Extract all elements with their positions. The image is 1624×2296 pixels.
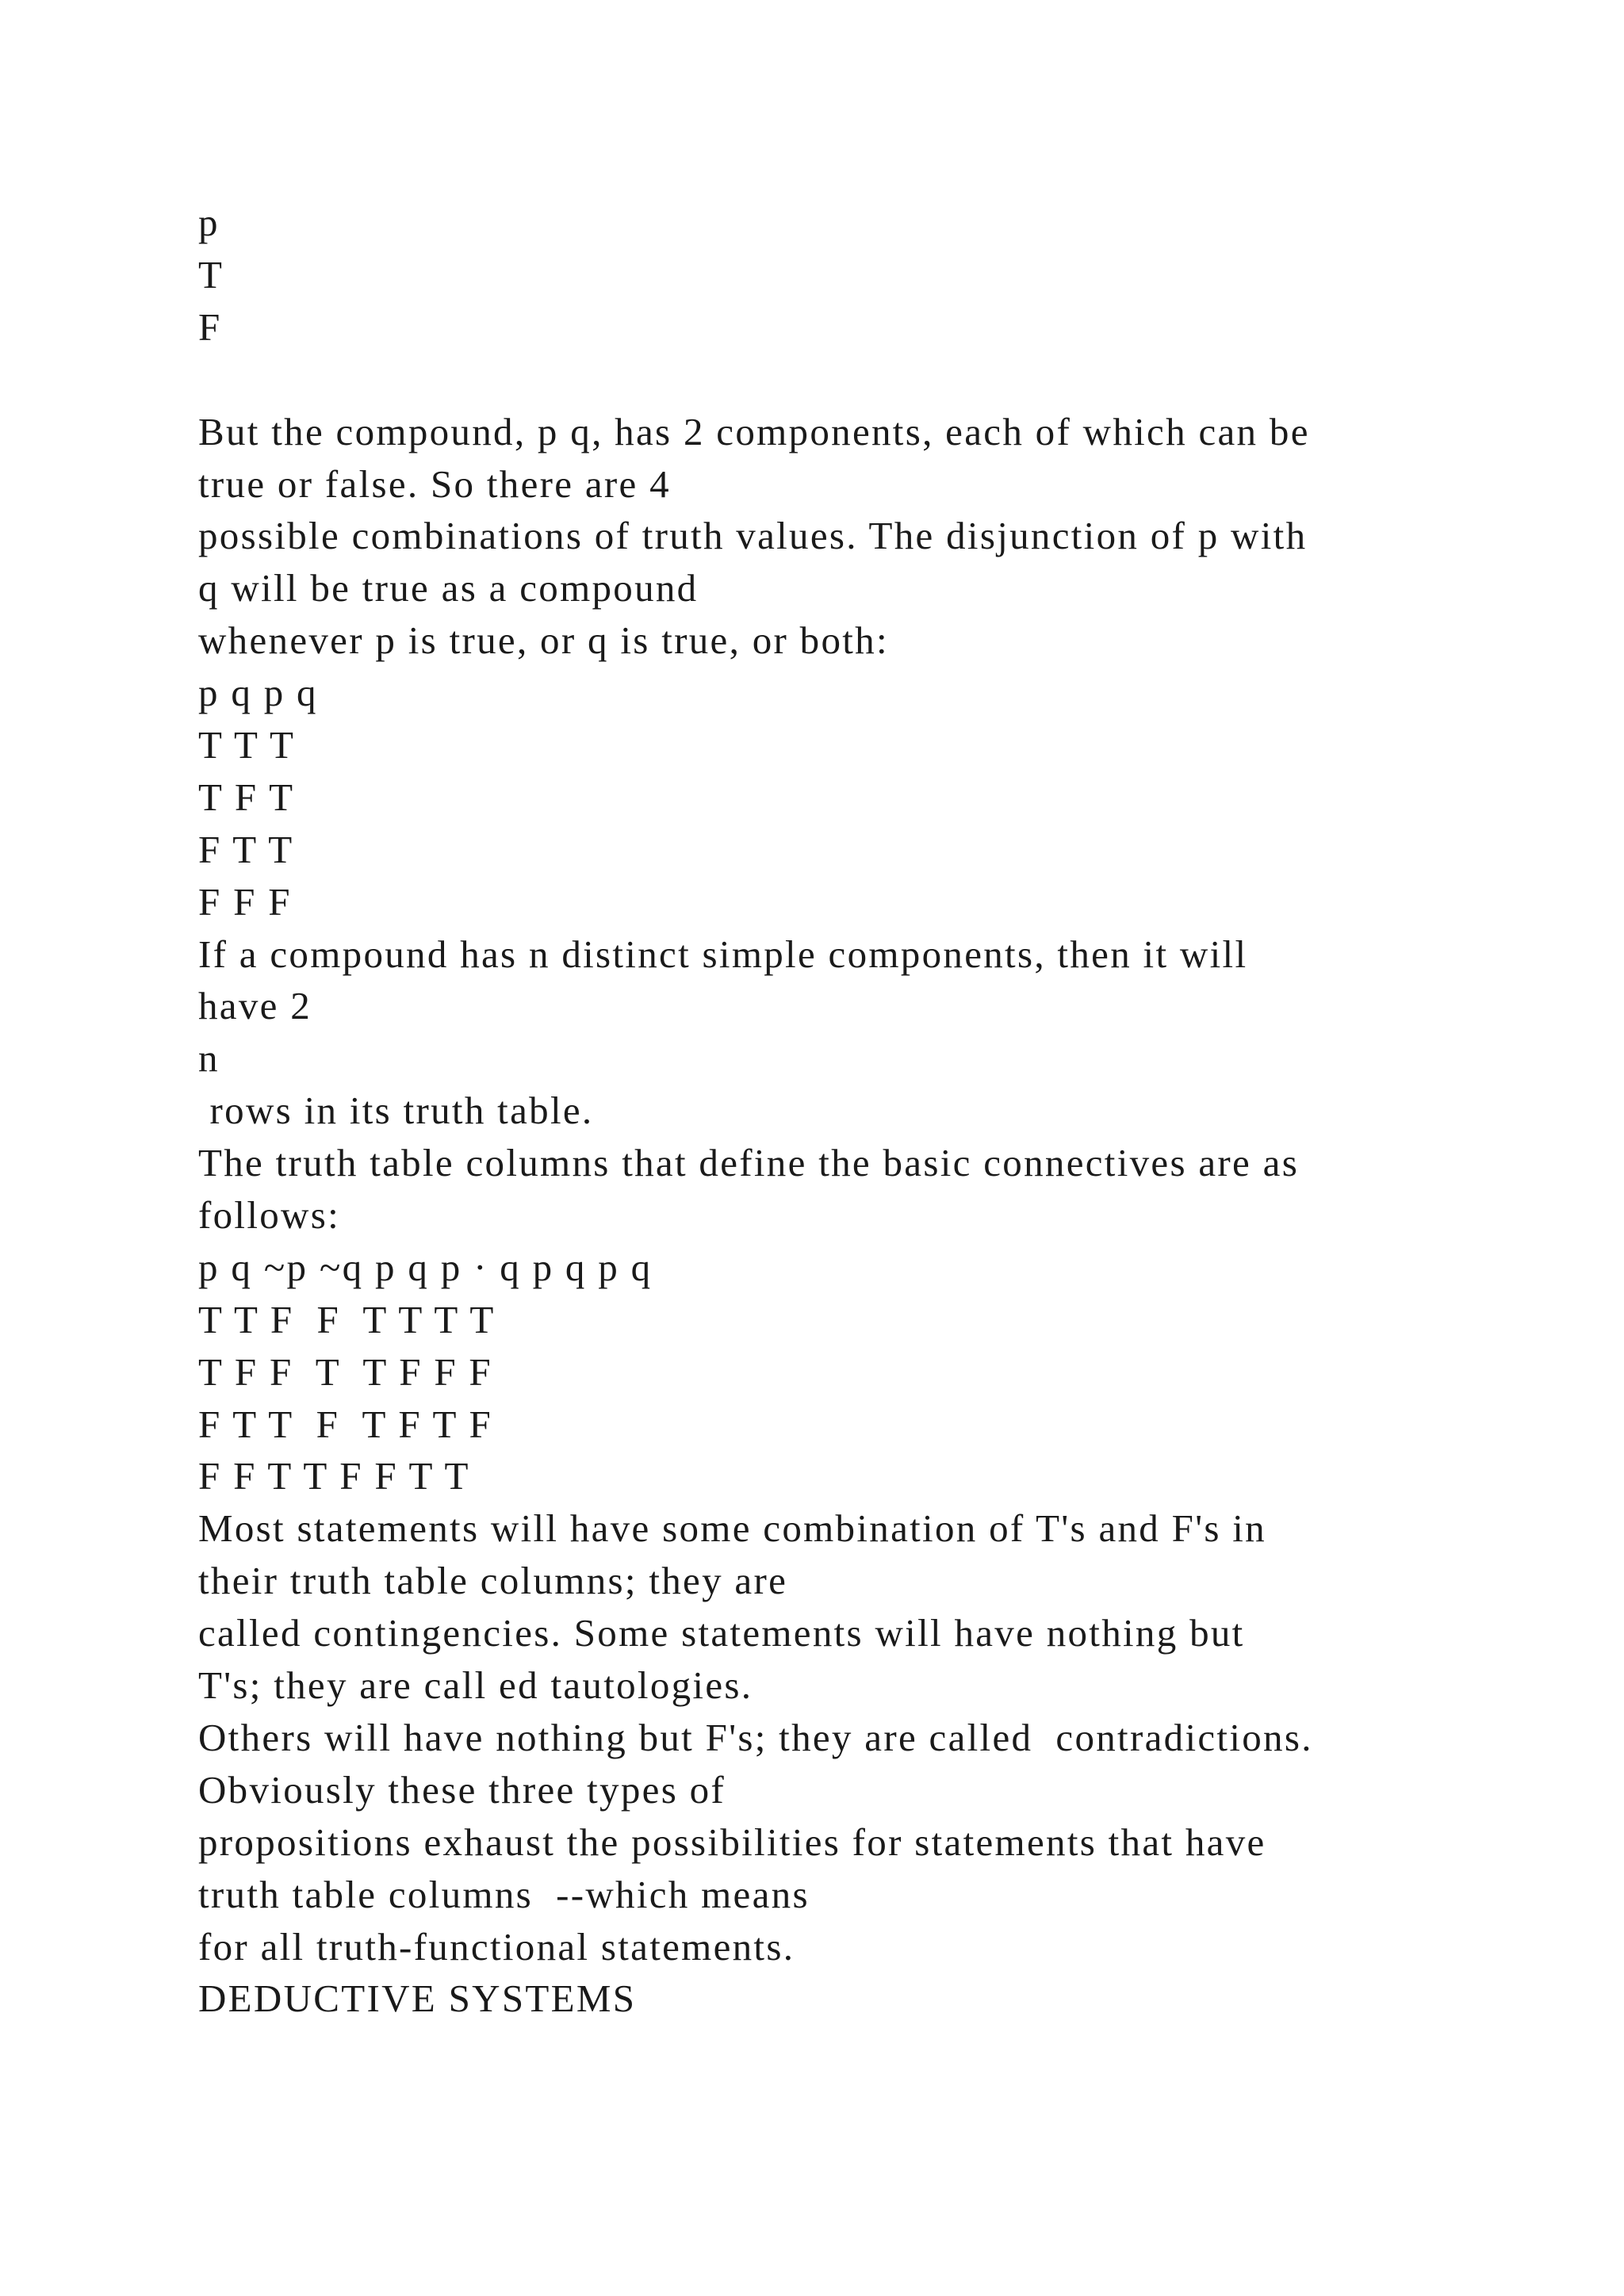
text-line: true or false. So there are 4 <box>198 461 671 506</box>
text-line: p <box>198 201 220 244</box>
section-heading: DEDUCTIVE SYSTEMS <box>198 1976 637 2021</box>
text-line: The truth table columns that define the basic connectives are as <box>198 1141 1300 1185</box>
truth-table-row: F T T <box>198 827 294 871</box>
text-line: called contingencies. Some statements will have nothing but <box>198 1611 1245 1655</box>
text-line: follows: <box>198 1193 341 1238</box>
connectives-table-row: F F T T F F T T <box>198 1454 470 1498</box>
text-line: If a compound has n distinct simple components, then it will <box>198 932 1248 976</box>
text-line: q will be true as a compound <box>198 566 699 610</box>
text-line: whenever p is true, or q is true, or both: <box>198 618 889 663</box>
text-line: for all truth-functional statements. <box>198 1924 795 1969</box>
text-line: have 2 <box>198 984 312 1028</box>
truth-table-row: F F F <box>198 879 292 924</box>
text-line: their truth table columns; they are <box>198 1559 788 1603</box>
connectives-table-header: p q ~p ~q p q p · q p q p q <box>198 1245 653 1289</box>
truth-table-row: T F T <box>198 775 295 819</box>
text-line: But the compound, p q, has 2 components, each of which can be <box>198 409 1310 453</box>
truth-table-header: p q p q <box>198 671 318 715</box>
text-line: rows in its truth table. <box>198 1089 594 1133</box>
truth-table-row: T T T <box>198 723 296 767</box>
text-line: T <box>198 252 224 297</box>
connectives-table-row: T F F T T F F F <box>198 1349 492 1394</box>
connectives-table-row: T T F F T T T T <box>198 1297 496 1341</box>
text-line: propositions exhaust the possibilities for statements that have <box>198 1820 1266 1864</box>
text-line: n <box>198 1036 220 1081</box>
document-body <box>198 197 1546 2025</box>
text-line: Most statements will have some combination of T's and F's in <box>198 1506 1266 1551</box>
text-line: F <box>198 304 222 349</box>
text-line: possible combinations of truth values. The disjunction of p with <box>198 514 1308 558</box>
text-line: truth table columns --which means <box>198 1872 810 1916</box>
text-line: Others will have nothing but F's; they are called contradictions. <box>198 1715 1313 1759</box>
text-line: T's; they are call ed tautologies. <box>198 1663 753 1708</box>
connectives-table-row: F T T F T F T F <box>198 1402 492 1446</box>
text-line: Obviously these three types of <box>198 1767 726 1812</box>
paragraph-gap <box>198 354 1546 406</box>
